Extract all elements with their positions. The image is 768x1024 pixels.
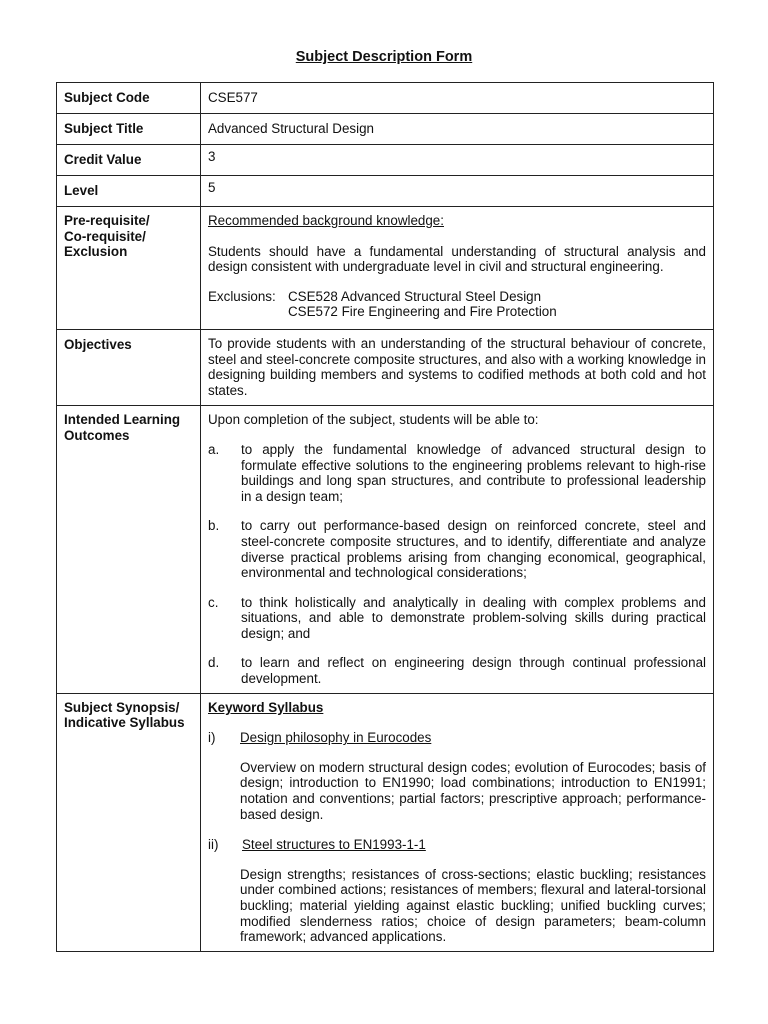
outcome-letter: b. [208,518,220,534]
level-value: 5 [201,176,714,207]
level-label: Level [57,176,201,207]
exclusion-item: CSE528 Advanced Structural Steel Design [288,288,542,304]
outcomes-intro: Upon completion of the subject, students will be able to: [208,412,539,428]
outcome-item [208,518,706,580]
form-title: Subject Description Form [295,49,473,65]
objectives-row [57,329,714,405]
level-row [57,176,714,207]
prerequisite-heading: Recommended background knowledge: [208,213,444,228]
outcome-text: to apply the fundamental knowledge of advanced structural design to formulate effective solutions to the engineering problems relevant to high-rise buildings and long span structures, and contribute to professional leadership in a design team; [241,441,706,504]
outcomes-label: Intended Learning Outcomes [57,406,201,693]
syllabus-topic-heading [208,730,706,746]
outcome-text: to carry out performance-based design on reinforced concrete, steel and steel-concrete composite structures, and to identify, differentiate and analyze diverse practical problems arising from changing economical, geographical, environmental and technological considerations; [241,518,706,581]
subject-code-label: Subject Code [57,83,201,114]
objectives-label: Objectives [57,329,201,405]
synopsis-label: Subject Synopsis/ Indicative Syllabus [57,693,201,951]
synopsis-row [57,693,714,951]
outcome-item [208,442,706,504]
outcomes-row [57,406,714,693]
credit-value-value: 3 [201,145,714,176]
syllabus-topic-title: Design philosophy in Eurocodes [240,730,432,746]
subject-title-label: Subject Title [57,114,201,145]
prerequisite-content [201,207,714,330]
outcome-text: to learn and reflect on engineering design through continual professional development. [241,655,706,687]
subject-description-table [56,82,714,952]
outcome-letter: c. [208,594,219,610]
exclusion-item: CSE572 Fire Engineering and Fire Protection [288,304,557,320]
syllabus-topic-text: Design strengths; resistances of cross-sections; elastic buckling; resistances under combined actions; resistances of members; flexural and lateral-torsional buckling; material yielding against elastic buckling; unified buckling curves; modified slenderness ratios; choice of design parameters; beam-column framework; advanced applications. [240,866,706,945]
subject-code-value: CSE577 [201,83,714,114]
syllabus-topic-number: ii) [208,837,219,853]
outcome-letter: d. [208,655,220,671]
objectives-text: To provide students with an understanding of the structural behaviour of concrete, steel and steel-concrete composite structures, and also with a working knowledge in designing building members and systems to codified methods at both cold and hot states. [208,335,706,398]
syllabus-topic-text: Overview on modern structural design codes; evolution of Eurocodes; basis of design; introduction to EN1990; load combinations; introduction to EN1991; notation and conventions; partial factors; prescriptive approach; performance-based design. [240,759,706,822]
prerequisite-row [57,207,714,330]
objectives-content [201,329,714,405]
credit-value-row [57,145,714,176]
syllabus-topic-heading [208,837,706,853]
outcomes-content [201,406,714,693]
exclusions [208,289,706,320]
subject-code-row [57,83,714,114]
exclusions-label: Exclusions: [208,288,276,304]
subject-title-value: Advanced Structural Design [201,114,714,145]
subject-title-row [57,114,714,145]
prerequisite-label: Pre-requisite/ Co-requisite/ Exclusion [57,207,201,330]
outcome-text: to think holistically and analytically in dealing with complex problems and situations, and able to demonstrate problem-solving skills during practical design; and [241,594,706,641]
outcome-item [208,595,706,642]
credit-value-label: Credit Value [57,145,201,176]
synopsis-content [201,693,714,951]
synopsis-heading: Keyword Syllabus [208,699,324,715]
outcome-item [208,655,706,686]
syllabus-topic-number: i) [208,730,216,746]
prerequisite-text: Students should have a fundamental understanding of structural analysis and design consistent with undergraduate level in civil and structural engineering. [208,243,706,275]
syllabus-topic-title: Steel structures to EN1993-1-1 [242,837,426,853]
outcome-letter: a. [208,441,220,457]
